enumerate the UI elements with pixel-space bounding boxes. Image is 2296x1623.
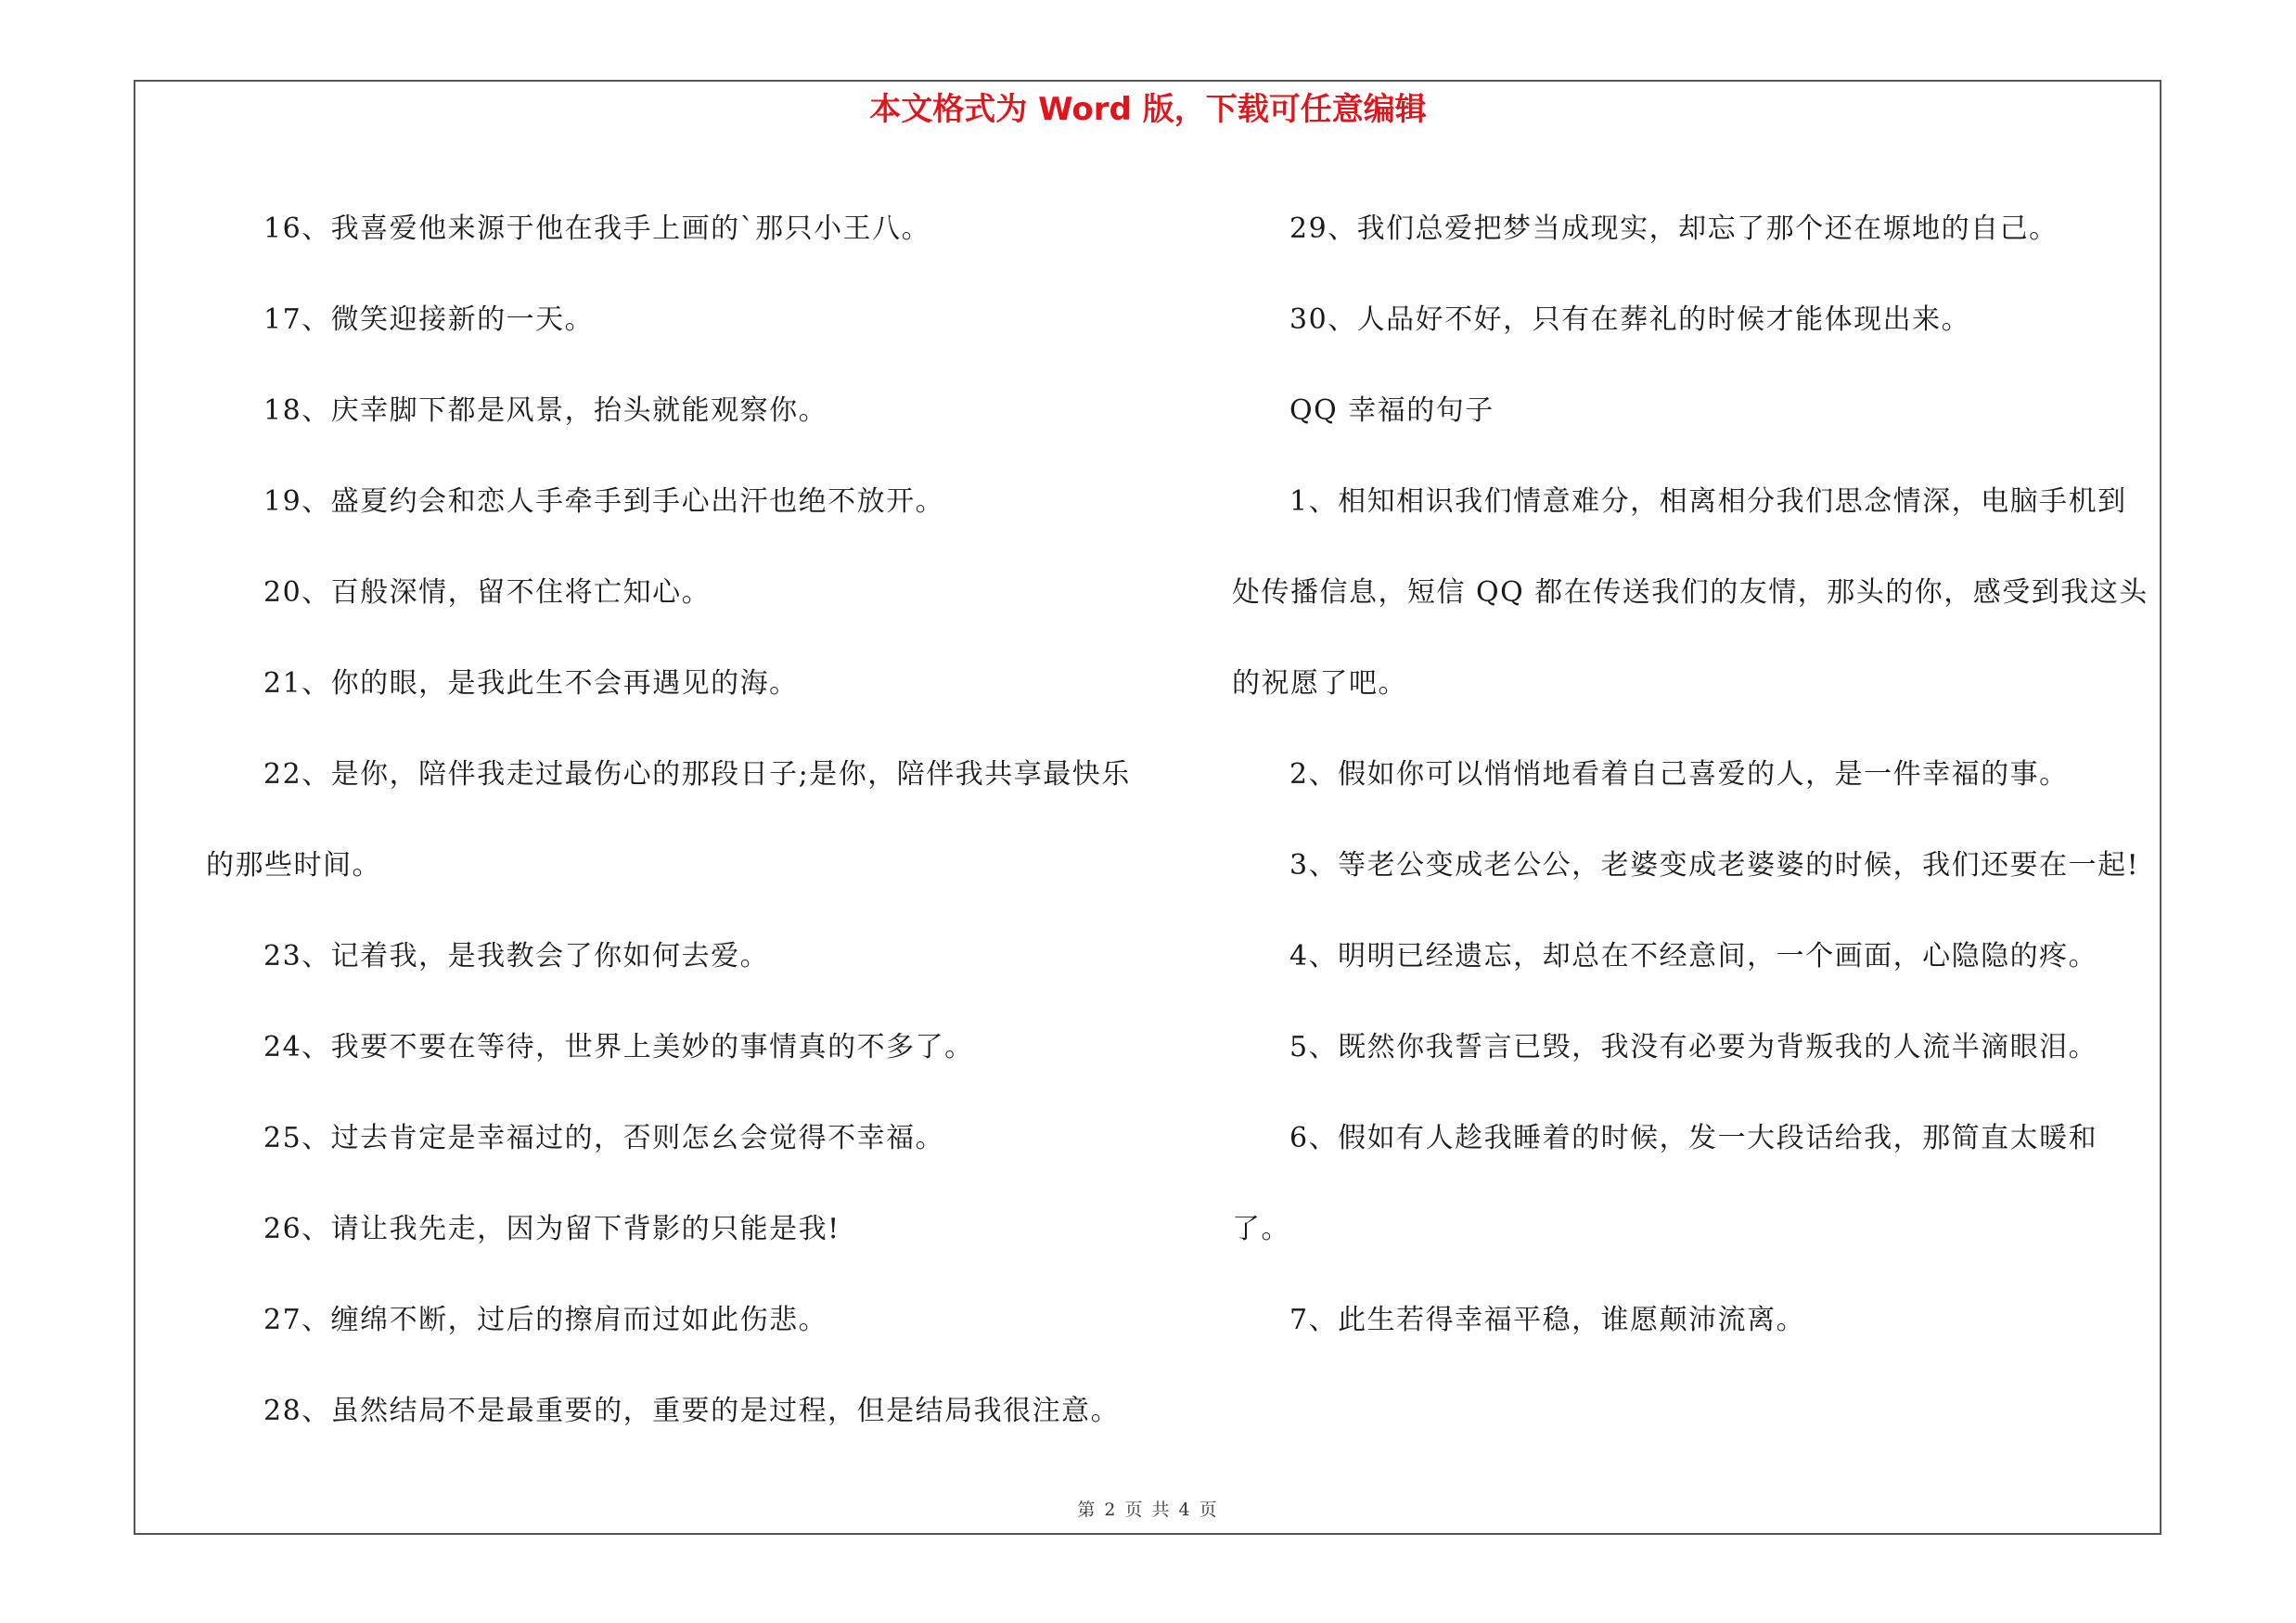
word-format-banner: 本文格式为 Word 版，下载可任意编辑 (869, 91, 1427, 128)
list-item: 3、等老公变成老公公，老婆变成老婆婆的时候，我们还要在一起! (1289, 849, 2140, 882)
list-item: 21、你的眼，是我此生不会再遇见的海。 (263, 667, 799, 700)
page-number-footer: 第 2 页 共 4 页 (1077, 1500, 1219, 1520)
list-item: 17、微笑迎接新的一天。 (263, 303, 595, 336)
list-item: 22、是你，陪伴我走过最伤心的那段日子;是你，陪伴我共享最快乐的那些时间。 (206, 758, 1131, 882)
list-item: 23、记着我，是我教会了你如何去爱。 (263, 940, 770, 973)
list-item: 2、假如你可以悄悄地看着自己喜爱的人，是一件幸福的事。 (1289, 758, 2069, 791)
list-item: 4、明明已经遗忘，却总在不经意间，一个画面，心隐隐的疼。 (1289, 940, 2098, 973)
list-item: 24、我要不要在等待，世界上美妙的事情真的不多了。 (263, 1031, 974, 1063)
list-item: 29、我们总爱把梦当成现实，却忘了那个还在塬地的自己。 (1289, 213, 2059, 245)
list-item: 6、假如有人趁我睡着的时候，发一大段话给我，那简直太暖和了。 (1232, 1122, 2098, 1245)
list-item: 27、缠绵不断，过后的擦肩而过如此伤悲。 (263, 1304, 828, 1336)
list-item: 30、人品好不好，只有在葬礼的时候才能体现出来。 (1289, 303, 1971, 336)
list-item: 1、相知相识我们情意难分，相离相分我们思念情深，电脑手机到处传播信息，短信 QQ 都在传送我们的友情，那头的你，感受到我这头的祝愿了吧。 (1232, 485, 2148, 700)
list-item: 7、此生若得幸福平稳，谁愿颠沛流离。 (1289, 1304, 1806, 1336)
list-item: 28、虽然结局不是最重要的，重要的是过程，但是结局我很注意。 (263, 1395, 1121, 1427)
section-heading: QQ 幸福的句子 (1289, 394, 1494, 427)
list-item: 19、盛夏约会和恋人手牵手到手心出汗也绝不放开。 (263, 485, 945, 518)
list-item: 16、我喜爱他来源于他在我手上画的`那只小王八。 (263, 213, 931, 245)
list-item: 18、庆幸脚下都是风景，抬头就能观察你。 (263, 394, 828, 427)
list-item: 5、既然你我誓言已毁，我没有必要为背叛我的人流半滴眼泪。 (1289, 1031, 2098, 1063)
right-column (1232, 184, 2150, 1366)
left-column (206, 184, 1134, 1457)
list-item: 20、百般深情，留不住将亡知心。 (263, 576, 712, 609)
list-item: 26、请让我先走，因为留下背影的只能是我! (263, 1213, 840, 1245)
list-item: 25、过去肯定是幸福过的，否则怎幺会觉得不幸福。 (263, 1122, 945, 1154)
